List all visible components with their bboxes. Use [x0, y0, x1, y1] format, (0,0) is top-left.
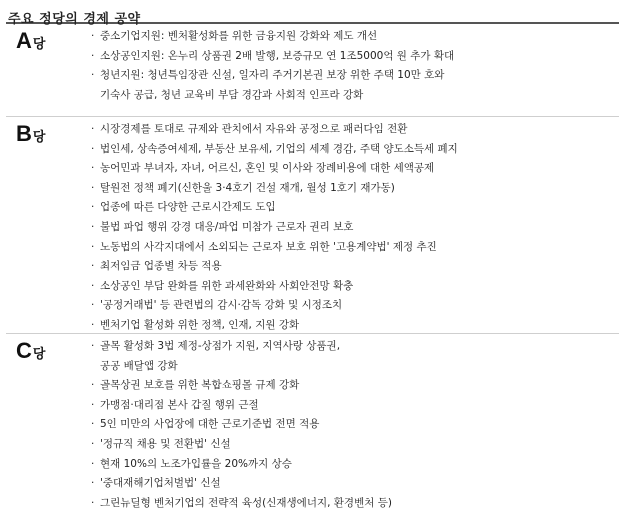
party-label [6, 334, 88, 526]
party-suffix: 당 [32, 347, 46, 362]
pledge-item: · '중대재해기업처벌법' 신설 [88, 474, 619, 494]
pledge-list [88, 334, 619, 526]
pledge-list [88, 117, 619, 333]
party-suffix: 당 [32, 37, 46, 52]
pledge-item: · 그린뉴딜형 벤처기업의 전략적 육성(신재생에너지, 환경벤처 등) [88, 494, 619, 514]
pledge-item-continuation: 기숙사 공급, 청년 교육비 부담 경감과 사회적 인프라 강화 [100, 88, 364, 101]
pledge-item: · 불법 파업 행위 강경 대응/파업 미참가 근로자 권리 보호 [88, 218, 619, 238]
pledge-item: · 노동법의 사각지대에서 소외되는 근로자 보호 위한 '고용계약법' 제정 추진 [88, 238, 619, 258]
pledge-item: · 현재 10%의 노조가입률을 20%까지 상승 [88, 455, 619, 475]
pledge-item: · 청년지원: 청년특임장관 신설, 일자리 주거기본권 보장 위한 주택 10만 호와 [88, 66, 619, 86]
pledge-item: · 최저임금 업종별 차등 적용 [88, 257, 619, 277]
party-letter: B [16, 121, 32, 146]
party-letter: A [16, 28, 32, 53]
pledge-item: · 5인 미만의 사업장에 대한 근로기준법 전면 적용 [88, 415, 619, 435]
pledge-item: · 골목 활성화 3법 제정-상점가 지원, 지역사랑 상품권, [88, 337, 619, 357]
pledge-item: · 업종에 따른 다양한 근로시간제도 도입 [88, 198, 619, 218]
pledge-item: · 소상공인 부담 완화를 위한 과세완화와 사회안전망 확충 [88, 277, 619, 297]
pledge-item: · 중소기업지원: 벤처활성화를 위한 금융지원 강화와 제도 개선 [88, 27, 619, 47]
party-section-b [6, 117, 619, 334]
pledge-item: · 벤처기업 활성화 위한 정책, 인재, 지원 강화 [88, 316, 619, 336]
pledge-list [88, 24, 619, 116]
party-label [6, 24, 88, 116]
pledge-item: · '정규직 채용 및 전환법' 신설 [88, 435, 619, 455]
pledge-item: · 시장경제를 토대로 규제와 관치에서 자유와 공정으로 패러다임 전환 [88, 120, 619, 140]
pledge-item: · 가맹점·대리점 본사 갑질 행위 근절 [88, 396, 619, 416]
pledge-item: · 탈원전 정책 폐기(신한울 3·4호기 건설 재개, 월성 1호기 재가동) [88, 179, 619, 199]
pledge-item: · 골목상권 보호를 위한 복합쇼핑몰 규제 강화 [88, 376, 619, 396]
party-section-c [6, 334, 619, 526]
pledge-item: · 소상공인지원: 온누리 상품권 2배 발행, 보증규모 연 1조5000억 원 추가 확대 [88, 47, 619, 67]
pledge-item: · '공정거래법' 등 관련법의 감시·감독 강화 및 시정조치 [88, 296, 619, 316]
party-suffix: 당 [32, 130, 46, 145]
party-label [6, 117, 88, 333]
pledge-item: · 농어민과 부녀자, 자녀, 어르신, 혼인 및 이사와 장례비용에 대한 세액공제 [88, 159, 619, 179]
party-section-a [6, 24, 619, 117]
page-title: 주요 정당의 경제 공약 [8, 12, 141, 27]
pledge-item-continuation: 공공 배달앱 강화 [100, 359, 178, 372]
party-letter: C [16, 338, 32, 363]
pledge-item: · 법인세, 상속증여세제, 부동산 보유세, 기업의 세제 경감, 주택 양도소득세 폐지 [88, 140, 619, 160]
